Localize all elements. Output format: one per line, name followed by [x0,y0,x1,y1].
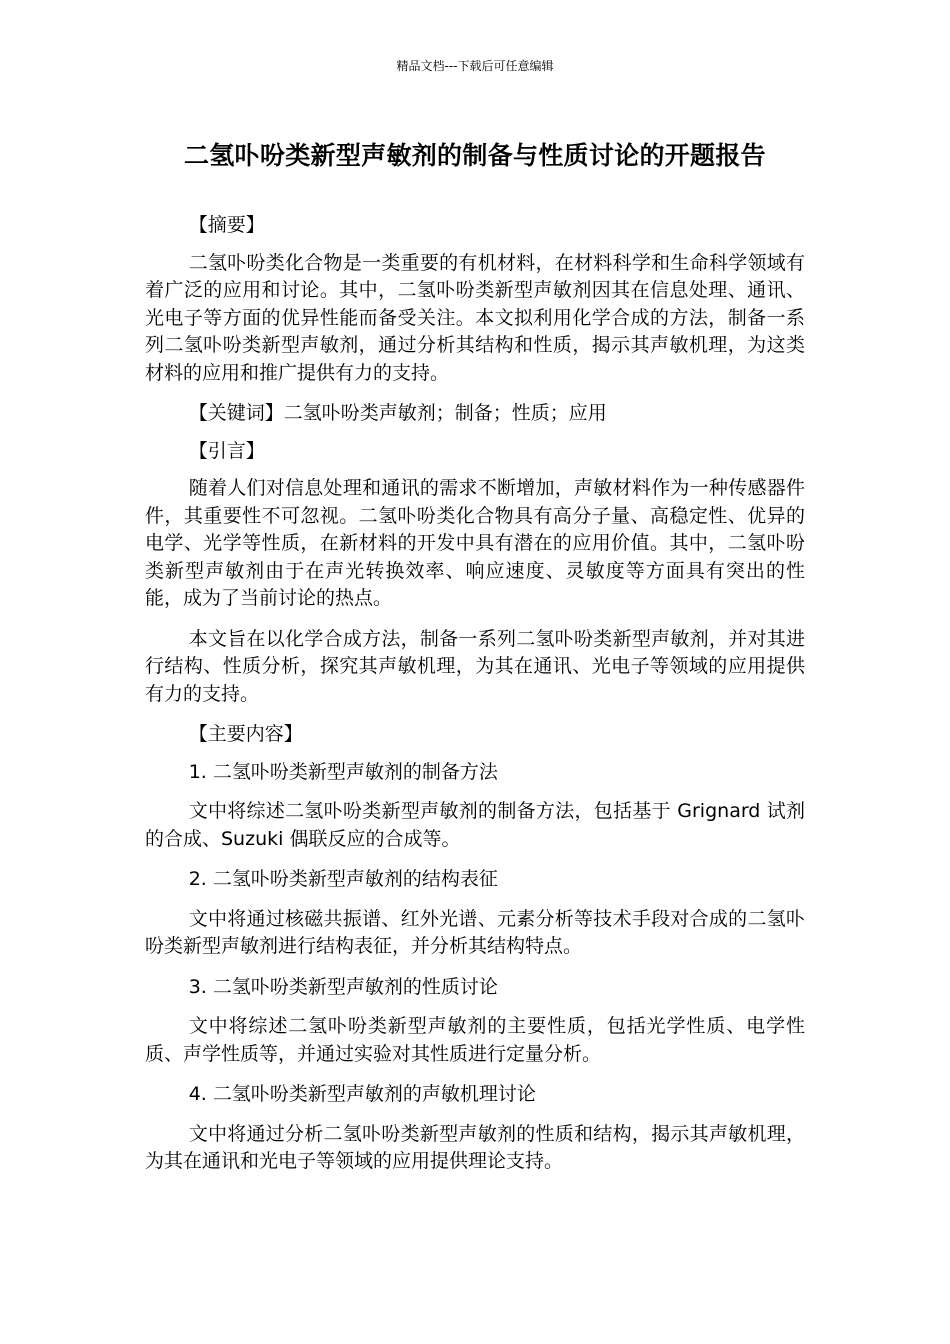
keywords-line: 【关键词】二氢卟吩类声敏剂；制备；性质；应用 [188,402,607,424]
document-title: 二氢卟吩类新型声敏剂的制备与性质讨论的开题报告 [184,141,766,170]
document-body [145,212,805,1189]
item-1-heading: 1. 二氢卟吩类新型声敏剂的制备方法 [188,760,498,783]
item-3-paragraph: 文中将综述二氢卟吩类新型声敏剂的主要性质，包括光学性质、电学性质、声学性质等，并通过实验对其性质进行定量分析。 [145,1015,805,1065]
introduction-paragraph-2: 本文旨在以化学合成方法，制备一系列二氢卟吩类新型声敏剂，并对其进行结构、性质分析，探究其声敏机理，为其在通讯、光电子等领域的应用提供有力的支持。 [145,627,805,705]
introduction-label: 【引言】 [188,439,265,462]
item-3-heading: 3. 二氢卟吩类新型声敏剂的性质讨论 [188,975,498,998]
item-1-paragraph: 文中将综述二氢卟吩类新型声敏剂的制备方法，包括基于 Grignard 试剂的合成、Suzuki 偶联反应的合成等。 [145,800,805,850]
item-2-heading: 2. 二氢卟吩类新型声敏剂的结构表征 [188,868,498,890]
abstract-label: 【摘要】 [188,214,265,236]
item-4-paragraph: 文中将通过分析二氢卟吩类新型声敏剂的性质和结构，揭示其声敏机理，为其在通讯和光电子等领域的应用提供理论支持。 [145,1122,805,1172]
item-4-heading: 4. 二氢卟吩类新型声敏剂的声敏机理讨论 [188,1083,536,1105]
introduction-paragraph-1: 随着人们对信息处理和通讯的需求不断增加，声敏材料作为一种传感器件件，其重要性不可忽视。二氢卟吩类化合物具有高分子量、高稳定性、优异的电学、光学等性质，在新材料的开发中具有潜在的应用价值。其中，二氢卟吩类新型声敏剂由于在声光转换效率、响应速度、灵敏度等方面具有突出的性能，成为了当前讨论的热点。 [145,477,805,609]
main-content-label: 【主要内容】 [188,723,303,745]
page-header: 精品文档---下载后可任意编辑 [396,59,554,73]
abstract-paragraph: 二氢卟吩类化合物是一类重要的有机材料，在材料科学和生命科学领域有着广泛的应用和讨论。其中，二氢卟吩类新型声敏剂因其在信息处理、通讯、光电子等方面的优异性能而备受关注。本文拟利用化学合成的方法，制备一系列二氢卟吩类新型声敏剂，通过分析其结构和性质，揭示其声敏机理，为这类材料的应用和推广提供有力的支持。 [145,251,805,384]
item-2-paragraph: 文中将通过核磁共振谱、红外光谱、元素分析等技术手段对合成的二氢卟吩类新型声敏剂进行结构表征，并分析其结构特点。 [145,907,805,957]
